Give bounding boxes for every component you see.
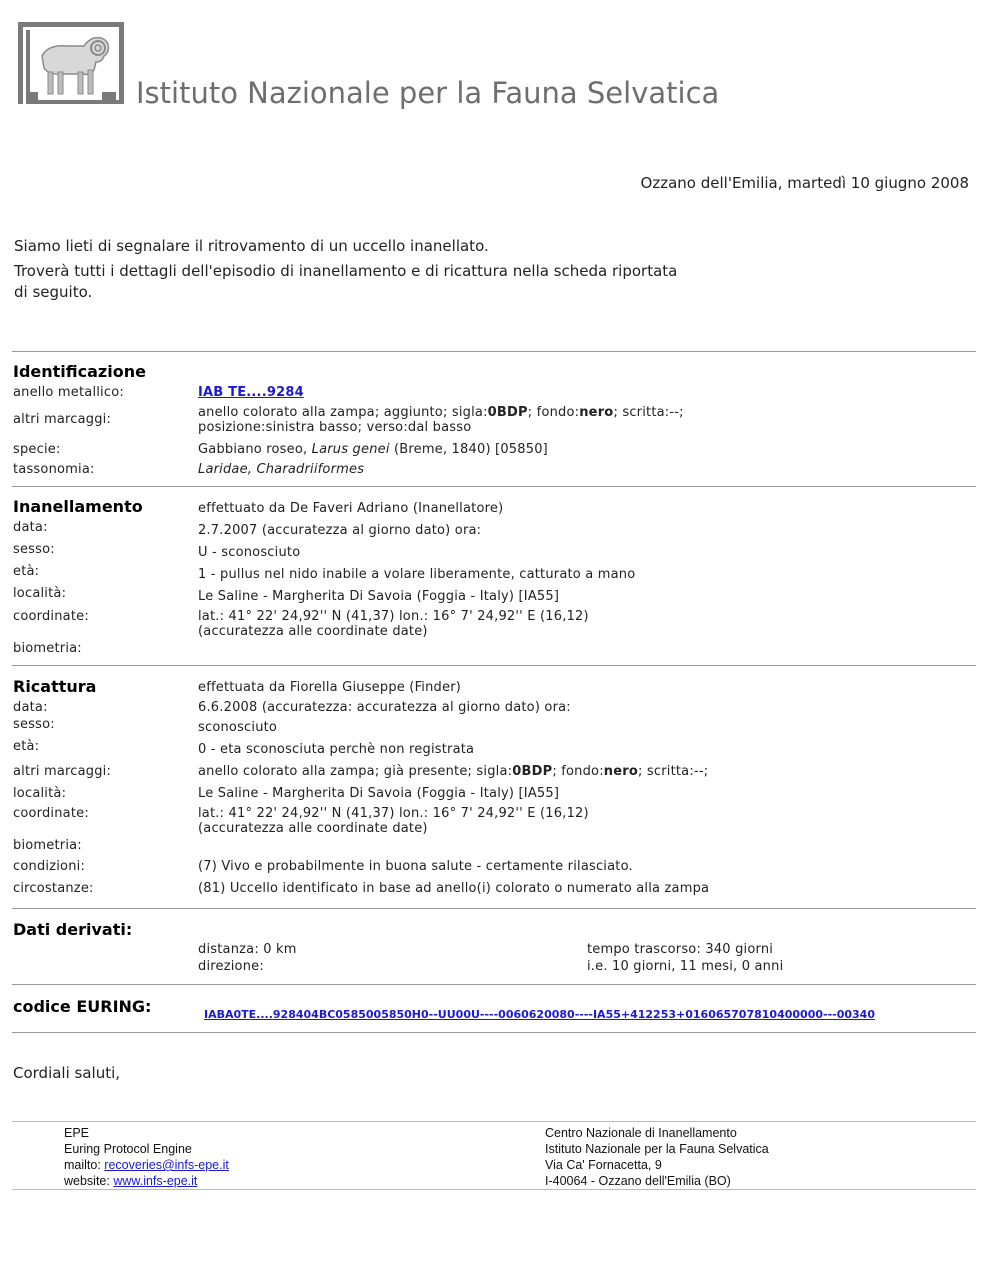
species-label: specie: — [13, 442, 61, 457]
recovery-circumstances-label: circostanze: — [13, 881, 94, 896]
footer-web — [64, 1173, 229, 1189]
ringing-coord-accuracy: (accuratezza alle coordinate date) — [198, 624, 428, 639]
elapsed-time: tempo trascorso: 340 giorni — [587, 942, 774, 957]
recovery-marks-code: 0BDP — [512, 764, 553, 779]
recovery-sex-label: sesso: — [13, 717, 55, 732]
footer-institute: Istituto Nazionale per la Fauna Selvatica — [545, 1142, 769, 1156]
recovery-date-label: data: — [13, 700, 48, 715]
species-latin: Larus genei — [311, 442, 390, 457]
species-rest: (Breme, 1840) [05850] — [389, 442, 548, 457]
ringing-sex-value: U - sconosciuto — [198, 545, 301, 560]
species-common: Gabbiano roseo, — [198, 442, 312, 457]
ringing-biometry-label: biometria: — [13, 641, 82, 656]
footer-divider-bottom — [12, 1189, 976, 1190]
recovery-biometry-label: biometria: — [13, 838, 82, 853]
euring-code[interactable] — [204, 1008, 875, 1021]
recovery-other-marks-value — [198, 764, 708, 779]
ringing-place-label: località: — [13, 586, 67, 601]
ringing-age-label: età: — [13, 564, 40, 579]
mail-link[interactable]: recoveries@infs-epe.it — [104, 1158, 229, 1172]
recovery-date-value: 6.6.2008 (accuratezza: accuratezza al giorno dato) ora: — [198, 700, 571, 715]
recovery-marks-text: anello colorato alla zampa; già presente; sigla: — [198, 764, 513, 779]
footer-epe: EPE — [64, 1126, 90, 1140]
footer-divider-top — [12, 1121, 976, 1122]
divider — [12, 486, 976, 487]
footer-centre: Centro Nazionale di Inanellamento — [545, 1126, 737, 1140]
section-title-identificazione: Identificazione — [13, 362, 146, 381]
recovery-age-value: 0 - eta sconosciuta perchè non registrata — [198, 742, 475, 757]
recovery-marks-text-c: ; scritta:--; — [638, 764, 709, 779]
recovery-place-value: Le Saline - Margherita Di Savoia (Foggia - Italy) [IA55] — [198, 786, 560, 801]
ram-logo-icon — [18, 22, 124, 104]
ringing-coord-label: coordinate: — [13, 609, 89, 624]
footer-engine: Euring Protocol Engine — [64, 1142, 192, 1156]
institute-name: Istituto Nazionale per la Fauna Selvatica — [136, 76, 720, 110]
recovery-sex-value: sconosciuto — [198, 720, 278, 735]
ringing-date-value: 2.7.2007 (accuratezza al giorno dato) ora: — [198, 523, 482, 538]
section-title-derivati: Dati derivati: — [13, 920, 133, 939]
distance-value: distanza: 0 km — [198, 942, 297, 957]
other-marks-bg: nero — [579, 405, 614, 420]
species-value — [198, 442, 548, 457]
divider — [12, 665, 976, 666]
footer-city: I-40064 - Ozzano dell'Emilia (BO) — [545, 1174, 731, 1188]
other-marks-code: 0BDP — [487, 405, 528, 420]
other-marks-line2: posizione:sinistra basso; verso:dal basso — [198, 420, 472, 435]
web-label: website: — [64, 1174, 114, 1188]
other-marks-text-c: ; scritta:--; — [613, 405, 684, 420]
recovery-circumstances-value: (81) Uccello identificato in base ad anello(i) colorato o numerato alla zampa — [198, 881, 710, 896]
ringing-coord-value: lat.: 41° 22' 24,92'' N (41,37) lon.: 16° 7' 24,92'' E (16,12) — [198, 609, 589, 624]
recovery-coord-accuracy: (accuratezza alle coordinate date) — [198, 821, 428, 836]
footer-right — [545, 1125, 769, 1189]
intro-line-2: Troverà tutti i dettagli dell'episodio di inanellamento e di ricattura nella scheda riportata — [14, 262, 678, 280]
recovery-age-label: età: — [13, 739, 40, 754]
other-marks-value — [198, 405, 684, 420]
divider — [12, 908, 976, 909]
section-title-euring: codice EURING: — [13, 997, 152, 1016]
ringing-date-label: data: — [13, 520, 48, 535]
closing-text: Cordiali saluti, — [13, 1064, 121, 1082]
direction-label: direzione: — [198, 959, 264, 974]
recovery-coord-label: coordinate: — [13, 806, 89, 821]
taxonomy-value: Laridae, Charadriiformes — [198, 462, 365, 477]
ring-link[interactable]: IAB TE....9284 — [198, 385, 304, 400]
intro-line-3: di seguito. — [14, 283, 93, 301]
institute-logo — [18, 22, 124, 104]
euring-code-link[interactable]: IABA0TE....928404BC0585005850H0--UU00U----0060620080----IA55+412253+016065707810400000---00340 — [204, 1008, 875, 1021]
other-marks-text-b: ; fondo: — [527, 405, 580, 420]
intro-line-1: Siamo lieti di segnalare il ritrovamento di un uccello inanellato. — [14, 237, 489, 255]
ringing-place-value: Le Saline - Margherita Di Savoia (Foggia - Italy) [IA55] — [198, 589, 560, 604]
elapsed-detail: i.e. 10 giorni, 11 mesi, 0 anni — [587, 959, 784, 974]
footer-left — [64, 1125, 229, 1189]
ringing-by: effettuato da De Faveri Adriano (Inanellatore) — [198, 501, 504, 516]
recovery-marks-bg: nero — [603, 764, 638, 779]
section-title-ricattura: Ricattura — [13, 677, 97, 696]
web-link[interactable]: www.infs-epe.it — [113, 1174, 198, 1188]
recovery-condition-value: (7) Vivo e probabilmente in buona salute - certamente rilasciato. — [198, 859, 633, 874]
other-marks-text: anello colorato alla zampa; aggiunto; sigla: — [198, 405, 488, 420]
recovery-place-label: località: — [13, 786, 67, 801]
footer-mail — [64, 1157, 229, 1173]
other-marks-label: altri marcaggi: — [13, 412, 112, 427]
ring-label: anello metallico: — [13, 385, 124, 400]
date-line: Ozzano dell'Emilia, martedì 10 giugno 2008 — [640, 174, 969, 192]
recovery-condition-label: condizioni: — [13, 859, 86, 874]
recovery-by: effettuata da Fiorella Giuseppe (Finder) — [198, 680, 462, 695]
footer-address: Via Ca' Fornacetta, 9 — [545, 1158, 662, 1172]
recovery-coord-value: lat.: 41° 22' 24,92'' N (41,37) lon.: 16° 7' 24,92'' E (16,12) — [198, 806, 589, 821]
section-title-inanellamento: Inanellamento — [13, 497, 143, 516]
recovery-marks-text-b: ; fondo: — [552, 764, 604, 779]
divider — [12, 351, 976, 352]
ringing-age-value: 1 - pullus nel nido inabile a volare liberamente, catturato a mano — [198, 567, 636, 582]
ring-value[interactable] — [198, 385, 304, 400]
recovery-other-marks-label: altri marcaggi: — [13, 764, 112, 779]
divider — [12, 1032, 976, 1033]
ringing-sex-label: sesso: — [13, 542, 55, 557]
mail-label: mailto: — [64, 1158, 105, 1172]
taxonomy-label: tassonomia: — [13, 462, 95, 477]
divider — [12, 984, 976, 985]
